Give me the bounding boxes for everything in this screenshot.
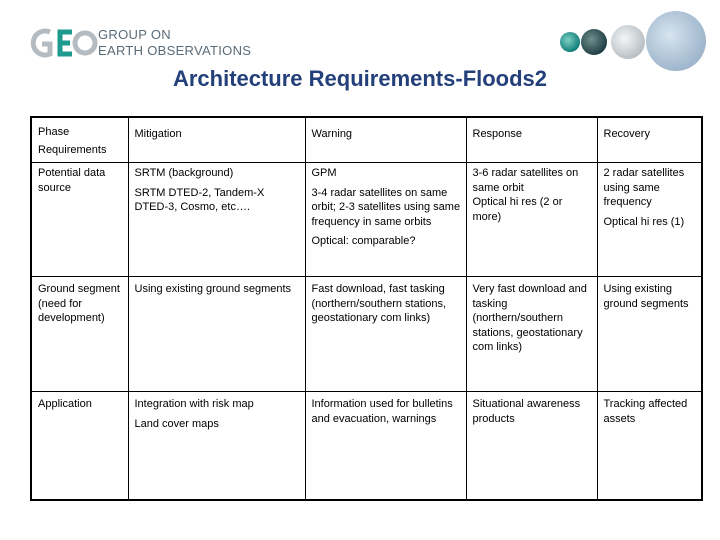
cell-warning xyxy=(305,277,466,392)
cell-line: Situational awareness products xyxy=(472,398,581,425)
logo-line-2: EARTH OBSERVATIONS xyxy=(98,43,252,58)
cell-line: Optical hi res (2 or more) xyxy=(472,196,563,223)
cell-line: Optical: comparable? xyxy=(311,235,416,247)
cell-warning xyxy=(305,392,466,500)
cell-recovery xyxy=(597,392,702,500)
cell-recovery xyxy=(597,163,702,277)
cell-mitigation xyxy=(128,163,305,277)
cell-warning xyxy=(305,163,466,277)
table-row-application xyxy=(31,392,702,500)
cell-line: SRTM DTED-2, Tandem-X DTED-3, Cosmo, etc…. xyxy=(134,186,265,213)
table-row-potential-data-source xyxy=(31,163,702,277)
circle-light-grey xyxy=(611,25,645,59)
cell-line: 2 radar satellites using same frequency xyxy=(603,167,685,208)
cell-line: 3-6 radar satellites on same orbit xyxy=(472,167,579,194)
header-phase: Phase Requirements xyxy=(31,117,128,163)
cell-line: Information used for bulletins and evacuation, warnings xyxy=(311,398,453,425)
header-recovery: Recovery xyxy=(597,117,702,163)
page-title: Architecture Requirements-Floods2 xyxy=(172,66,548,91)
cell-mitigation xyxy=(128,277,305,392)
header-warning: Warning xyxy=(305,117,466,163)
cell-line: GPM xyxy=(311,167,337,179)
cell-response xyxy=(466,277,597,392)
row-label: Application xyxy=(31,392,128,500)
table-header-row xyxy=(31,117,702,163)
cell-response xyxy=(466,163,597,277)
circle-dark xyxy=(581,29,607,55)
cell-mitigation xyxy=(128,392,305,500)
logo-line-1: GROUP ON xyxy=(98,27,171,42)
cell-response xyxy=(466,392,597,500)
header-mitigation: Mitigation xyxy=(128,117,305,163)
cell-line: Very fast download and tasking (northern/southern stations, geostationary com links) xyxy=(472,283,587,353)
row-label: Potential data source xyxy=(31,163,128,277)
geo-logo-mark xyxy=(28,26,98,60)
circle-teal xyxy=(560,32,580,52)
cell-line: SRTM (background) xyxy=(134,167,234,179)
cell-line: Tracking affected assets xyxy=(603,398,688,425)
row-label: Ground segment (need for development) xyxy=(31,277,128,392)
requirements-table xyxy=(30,116,703,501)
cell-line: 3-4 radar satellites on same orbit; 2-3 satellites using same frequency in same orbits xyxy=(311,186,461,228)
cell-line: Using existing ground segments xyxy=(134,283,292,295)
cell-line: Using existing ground segments xyxy=(603,283,689,310)
cell-line: Integration with risk map xyxy=(134,398,254,410)
cell-line: Land cover maps xyxy=(134,417,219,430)
header-response: Response xyxy=(466,117,597,163)
circle-light-blue xyxy=(646,11,706,71)
logo-text xyxy=(98,27,251,59)
cell-line: Fast download, fast tasking (northern/southern stations, geostationary com links) xyxy=(311,283,447,324)
cell-recovery xyxy=(597,277,702,392)
table-row-ground-segment xyxy=(31,277,702,392)
cell-line: Optical hi res (1) xyxy=(603,215,685,228)
